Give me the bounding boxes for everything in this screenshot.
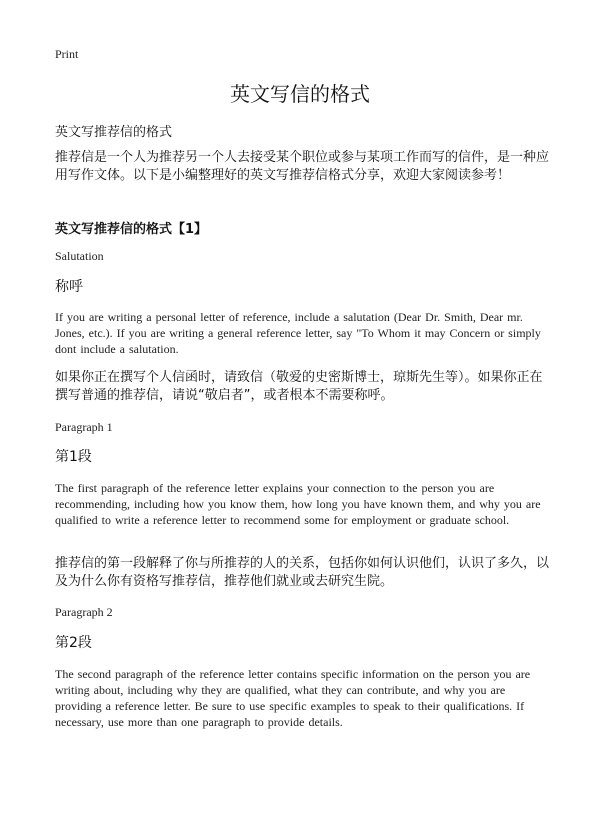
paragraph2-label-cn: 第2段 [55,635,92,651]
paragraph1-paragraph-en: The first paragraph of the reference letter explains your connection to the person you are recommending, including how you know them, how long you have known them, and why you are qualified to write a reference letter to recommend some for employment or graduate school. [55,481,541,527]
page-title: 英文写信的格式 [230,82,370,106]
paragraph2-paragraph-en: The second paragraph of the reference letter contains specific information on the person you are writing about, including why they are qualified, what they can contribute, and why you are providing a reference letter. Be sure to use specific examples to speak to their qualifications. If necessary, use more than one paragraph to provide details. [55,667,531,729]
document-subtitle: 英文写推荐信的格式 [55,125,173,140]
section-heading: 英文写推荐信的格式【1】 [55,222,208,237]
intro-paragraph: 推荐信是一个人为推荐另一个人去接受某个职位或参与某项工作而写的信件，是一种应用写作文体。以下是小编整理好的英文写推荐信格式分享，欢迎大家阅读参考！ [55,150,550,183]
salutation-paragraph-en: If you are writing a personal letter of reference, include a salutation (Dear Dr. Smith, Dear mr. Jones, etc.). If you are writing a general reference letter, say "To Whom it may Concern or simply dont include a salutation. [55,310,541,356]
salutation-paragraph-cn: 如果你正在撰写个人信函时，请致信（敬爱的史密斯博士，琼斯先生等）。如果你正在撰写普通的推荐信，请说“敬启者”，或者根本不需要称呼。 [55,370,543,403]
paragraph1-label-en: Paragraph 1 [55,420,113,434]
salutation-label-cn: 称呼 [55,279,83,295]
paragraph1-paragraph-cn: 推荐信的第一段解释了你与所推荐的人的关系，包括你如何认识他们，认识了多久，以及为什么你有资格写推荐信，推荐他们就业或去研究生院。 [55,556,550,589]
print-link[interactable]: Print [55,47,79,61]
salutation-label-en: Salutation [55,249,104,263]
paragraph2-label-en: Paragraph 2 [55,605,113,619]
paragraph1-label-cn: 第1段 [55,449,92,465]
